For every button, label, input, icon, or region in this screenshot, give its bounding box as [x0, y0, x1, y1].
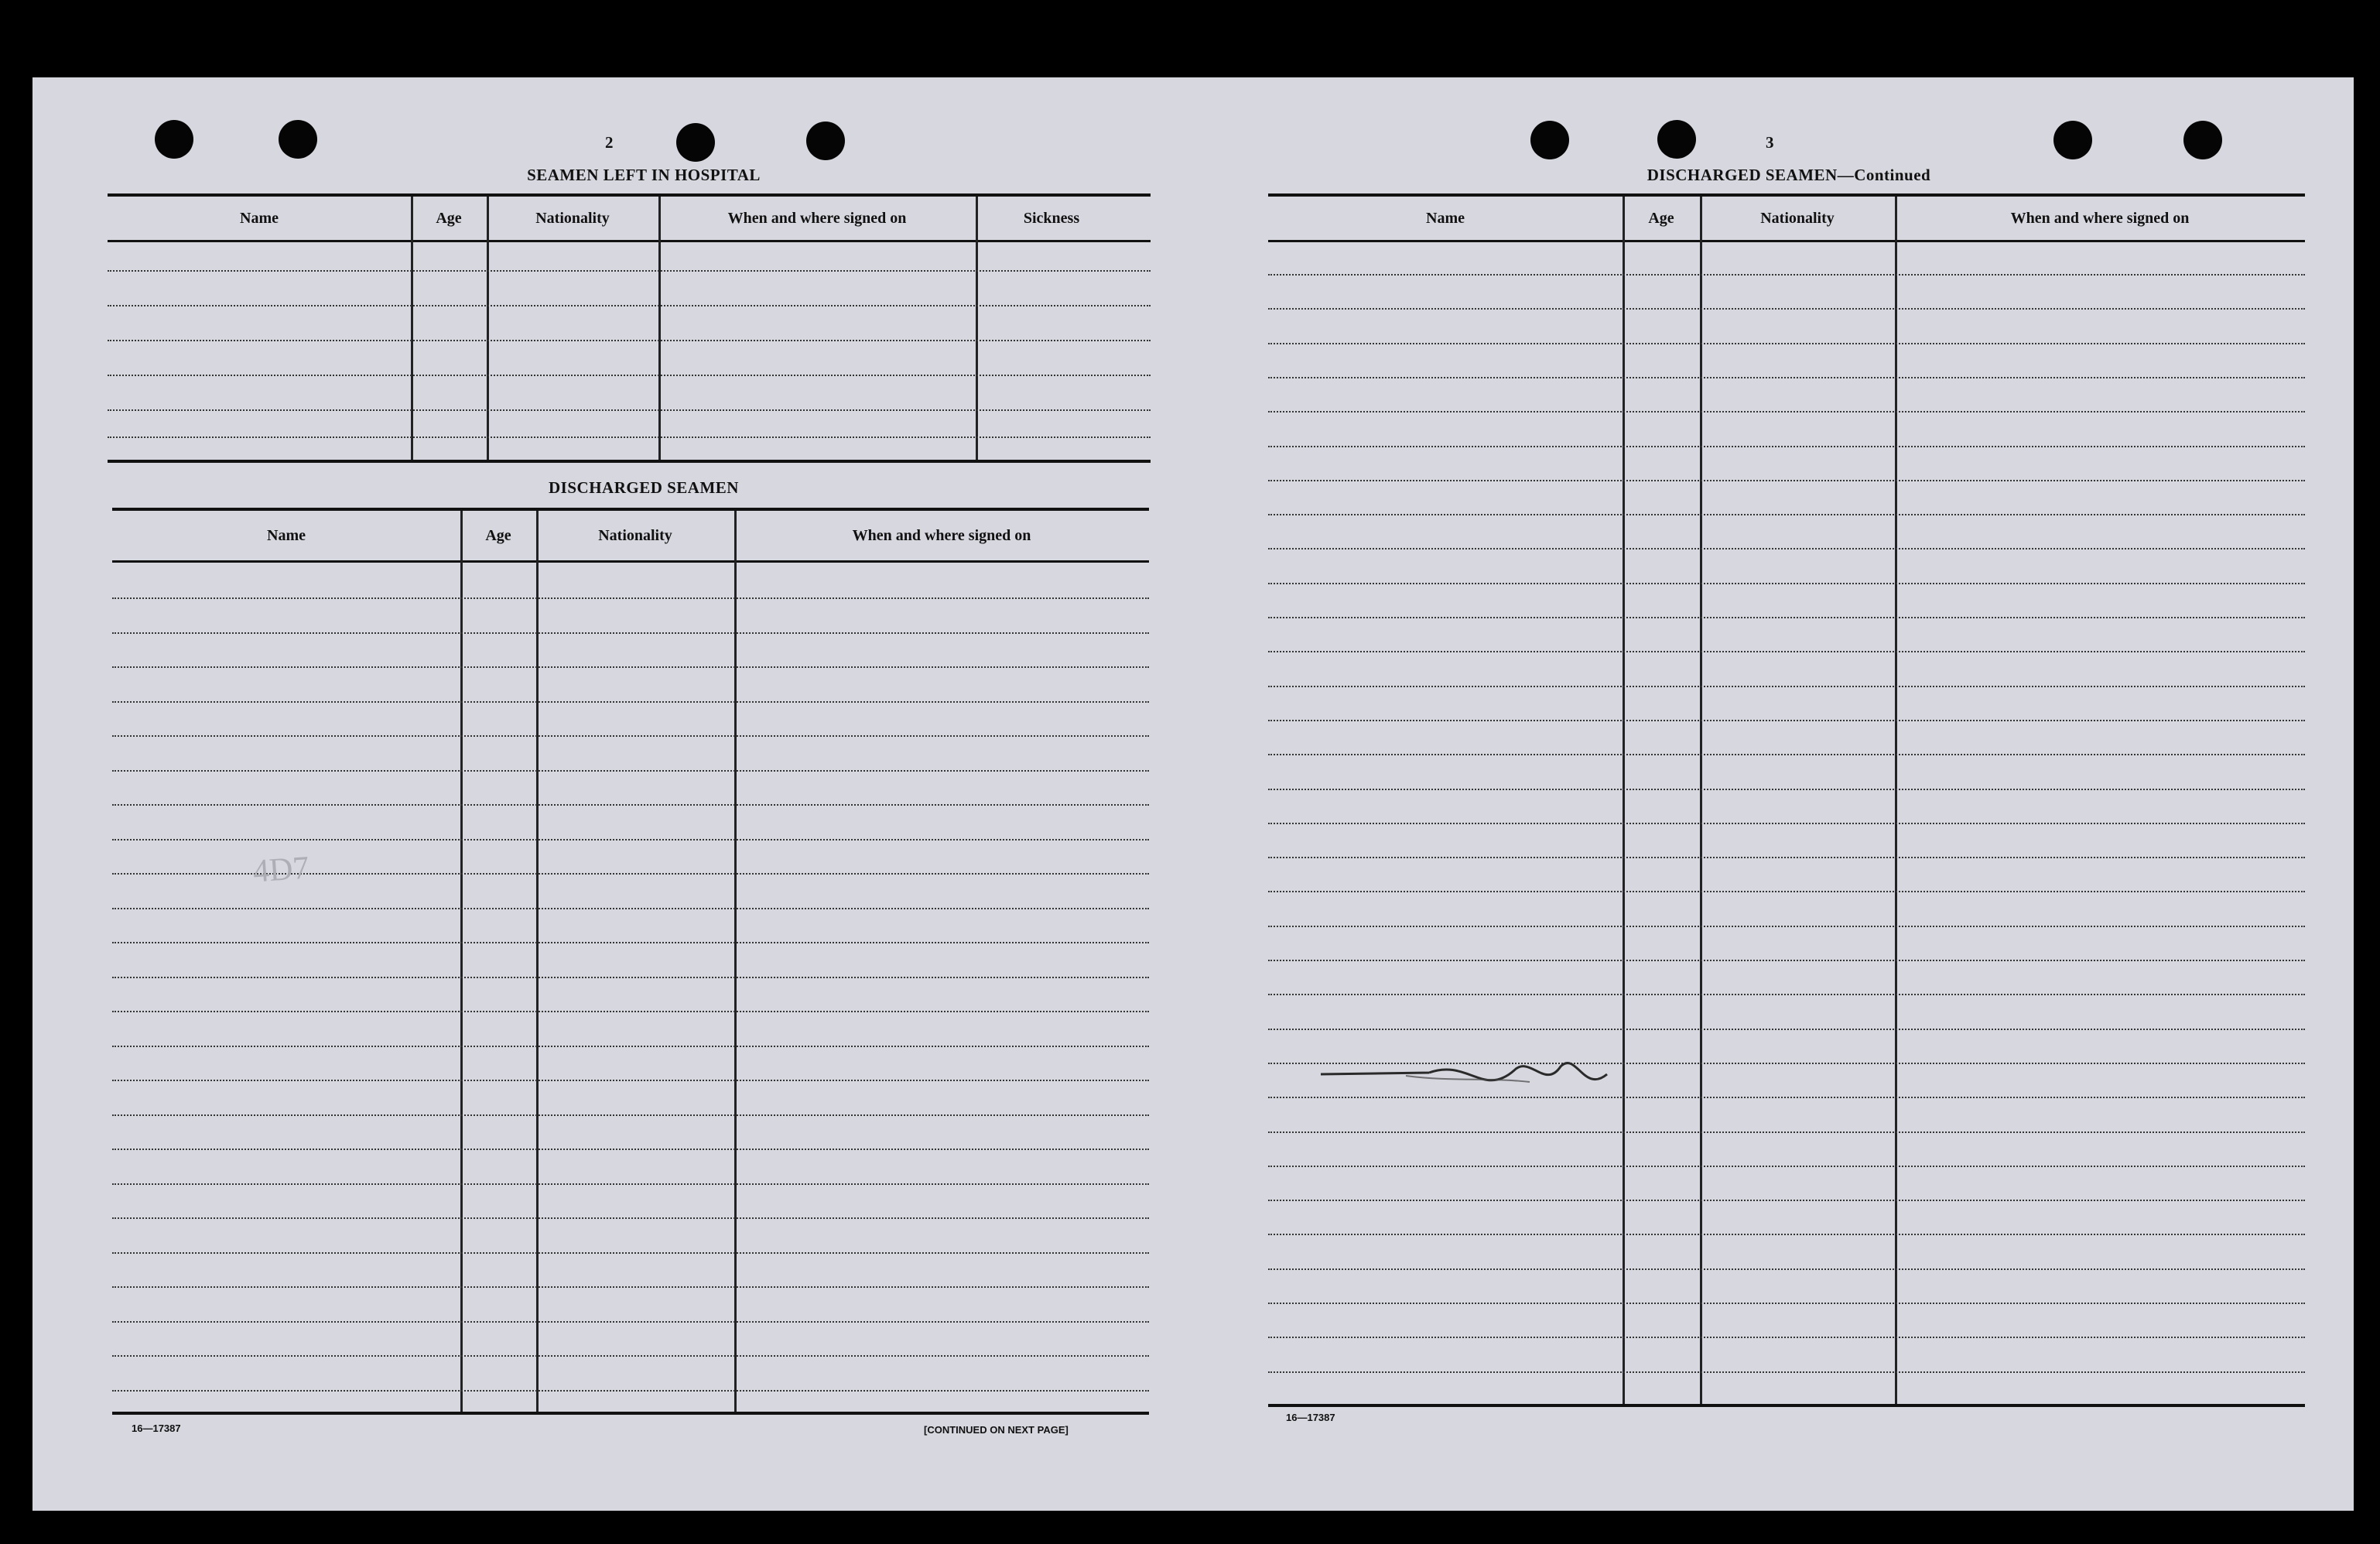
document-sheet [32, 77, 2354, 1511]
table-bottom-rule [108, 460, 1151, 463]
table-row [112, 701, 1149, 703]
table-row [1268, 720, 2305, 721]
table-row [112, 1183, 1149, 1185]
table-row [1268, 1371, 2305, 1373]
table-row [108, 305, 1151, 306]
column-header-signed-on: When and where signed on [727, 209, 907, 227]
signature-bleed-through [1313, 1028, 1638, 1113]
table-row [108, 436, 1151, 438]
table-row [1268, 686, 2305, 687]
column-divider [536, 511, 539, 1415]
column-header-sickness: Sickness [1023, 209, 1080, 227]
hospital-table-header [108, 197, 1151, 242]
punch-hole [155, 120, 193, 159]
table-row [1268, 446, 2305, 447]
table-row [112, 1390, 1149, 1392]
table-row [112, 1286, 1149, 1288]
table-row [1268, 343, 2305, 344]
column-header-signed-on: When and where signed on [2010, 209, 2190, 227]
table-row [112, 632, 1149, 634]
punch-hole [676, 123, 715, 162]
table-row [1268, 514, 2305, 515]
table-row [112, 1046, 1149, 1047]
table-row [112, 1080, 1149, 1081]
column-header-name: Name [240, 209, 279, 227]
table-row [1268, 1166, 2305, 1167]
table-row [112, 1217, 1149, 1219]
table-row [1268, 857, 2305, 858]
column-header-signed-on: When and where signed on [852, 526, 1031, 544]
column-divider [487, 197, 489, 460]
column-header-age: Age [436, 209, 462, 227]
punch-hole [806, 122, 845, 160]
discharged-section-title: DISCHARGED SEAMEN [549, 478, 739, 497]
table-row [1268, 480, 2305, 481]
table-row [112, 908, 1149, 909]
table-row [1268, 274, 2305, 276]
table-row [112, 1114, 1149, 1116]
table-row [112, 839, 1149, 840]
column-divider [411, 197, 413, 460]
form-number-left: 16—17387 [132, 1422, 181, 1434]
table-bottom-rule [112, 1412, 1149, 1415]
table-row [112, 942, 1149, 943]
column-header-name: Name [267, 526, 306, 544]
page-number-left: 2 [605, 133, 614, 152]
table-row [1268, 926, 2305, 927]
column-header-name: Name [1426, 209, 1465, 227]
table-row [1268, 548, 2305, 549]
table-row [112, 977, 1149, 978]
table-bottom-rule [1268, 1404, 2305, 1407]
table-row [112, 666, 1149, 668]
table-row [1268, 994, 2305, 995]
discharged-table-header [112, 511, 1149, 563]
table-row [1268, 583, 2305, 584]
table-row [1268, 377, 2305, 378]
discharged-table-right [1268, 193, 2305, 1435]
table-row [112, 1149, 1149, 1150]
table-row [112, 804, 1149, 806]
table-row [1268, 1131, 2305, 1133]
table-row [1268, 1200, 2305, 1201]
column-header-nationality: Nationality [1760, 209, 1835, 227]
table-row [1268, 617, 2305, 618]
table-row [1268, 891, 2305, 892]
column-divider [976, 197, 978, 460]
table-row [1268, 1337, 2305, 1338]
punch-hole [279, 120, 317, 159]
table-row [1268, 960, 2305, 961]
table-row [112, 735, 1149, 737]
table-row [112, 1252, 1149, 1254]
discharged-continued-header [1268, 197, 2305, 242]
table-row [1268, 411, 2305, 413]
punch-hole [2053, 121, 2092, 159]
table-row [112, 1011, 1149, 1012]
table-row [112, 770, 1149, 772]
table-row [108, 409, 1151, 411]
hospital-section-title: SEAMEN LEFT IN HOSPITAL [527, 166, 761, 184]
form-number-right: 16—17387 [1286, 1412, 1335, 1423]
discharged-table-left [112, 508, 1149, 1424]
table-row [1268, 308, 2305, 310]
table-row [108, 340, 1151, 341]
punch-hole [2183, 121, 2222, 159]
table-row [1268, 754, 2305, 755]
table-row [1268, 823, 2305, 824]
table-row [1268, 1268, 2305, 1270]
table-row [108, 270, 1151, 272]
punch-hole [1657, 120, 1696, 159]
continued-on-next-page: [CONTINUED ON NEXT PAGE] [924, 1424, 1069, 1436]
bleed-through-stamp: 4D7 [251, 850, 310, 890]
page-number-right: 3 [1766, 133, 1774, 152]
column-header-age: Age [1648, 209, 1674, 227]
table-row [1268, 651, 2305, 652]
table-row [1268, 1303, 2305, 1304]
column-divider [460, 511, 463, 1415]
column-divider [658, 197, 661, 460]
discharged-continued-title-main: DISCHARGED SEAMEN [1647, 166, 1838, 184]
table-row [112, 1321, 1149, 1323]
table-row [108, 375, 1151, 376]
discharged-continued-title-suffix: —Continued [1837, 166, 1931, 184]
punch-hole [1530, 121, 1569, 159]
column-header-age: Age [485, 526, 511, 544]
column-header-nationality: Nationality [598, 526, 672, 544]
table-row [112, 597, 1149, 599]
column-divider [734, 511, 737, 1415]
table-row [1268, 789, 2305, 790]
table-row [1268, 1234, 2305, 1235]
column-header-nationality: Nationality [535, 209, 610, 227]
discharged-continued-title [1557, 166, 2021, 185]
table-row [112, 1355, 1149, 1357]
